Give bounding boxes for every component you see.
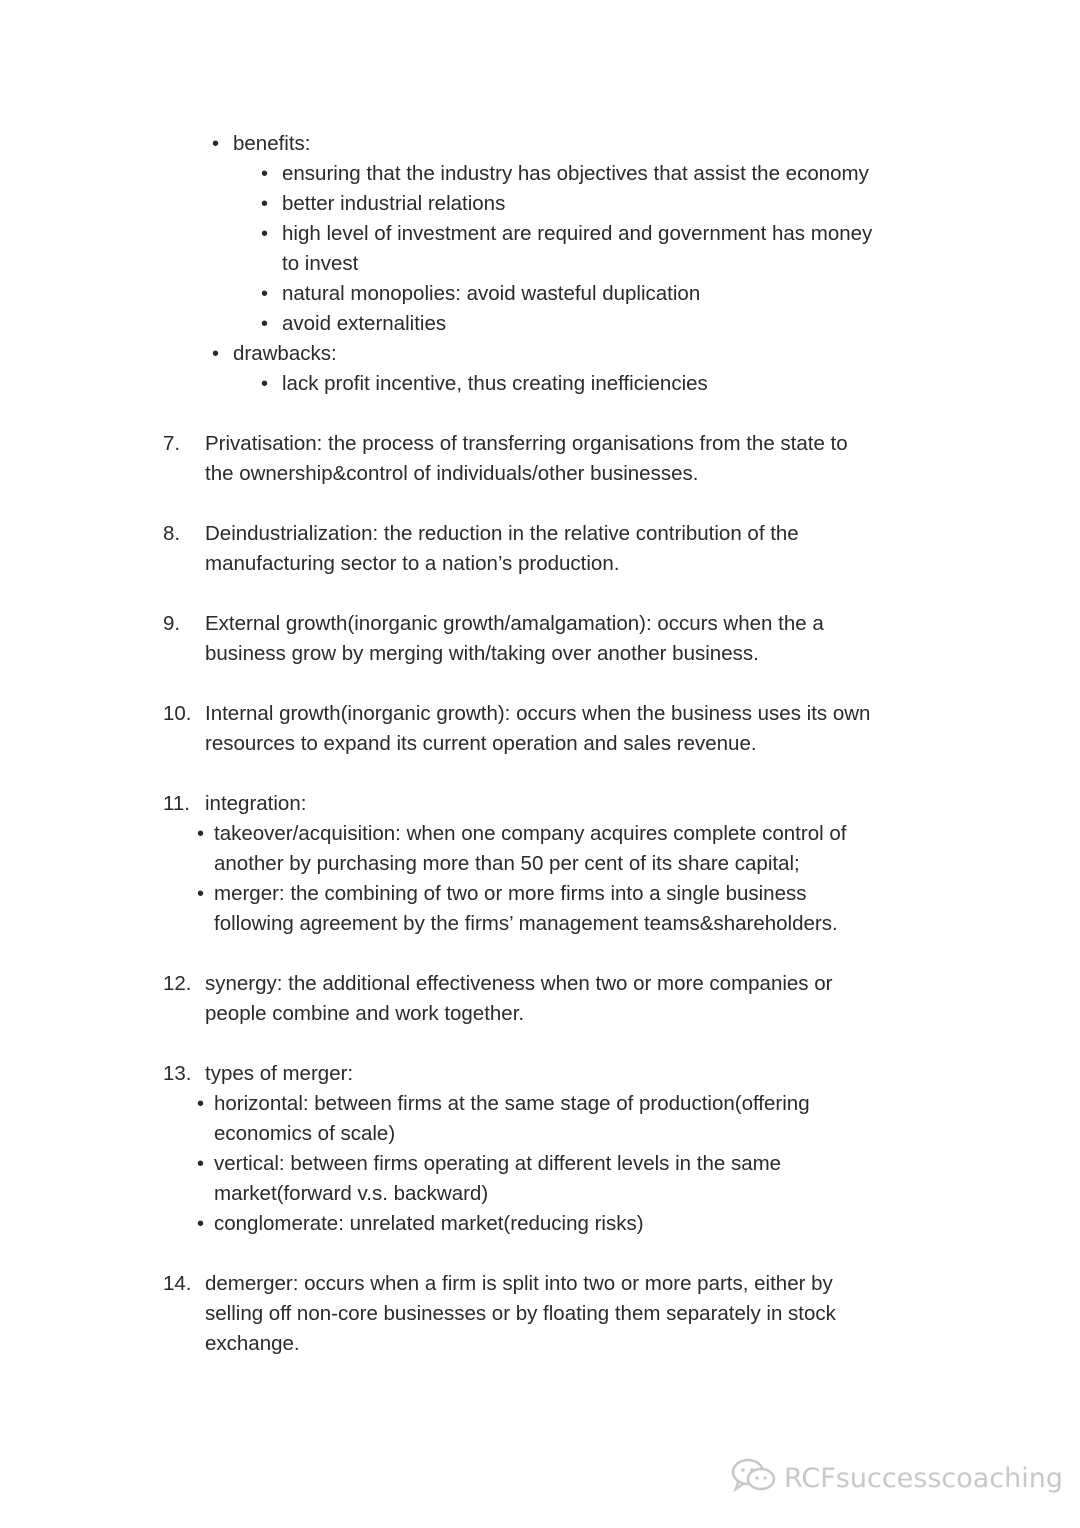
item-number: 7.	[163, 432, 181, 455]
item-text: business grow by merging with/taking over another business.	[205, 642, 759, 665]
bullet-icon: •	[261, 313, 269, 335]
item-text: demerger: occurs when a firm is split into two or more parts, either by	[205, 1272, 833, 1295]
wechat-icon	[728, 1455, 778, 1502]
drawbacks-heading: drawbacks:	[233, 342, 337, 365]
bullet-icon: •	[261, 283, 269, 305]
drawback-item: lack profit incentive, thus creating inefficiencies	[282, 372, 708, 395]
benefit-item: better industrial relations	[282, 192, 506, 215]
bullet-icon: •	[212, 343, 220, 365]
item-text: resources to expand its current operation and sales revenue.	[205, 732, 757, 755]
item-text: Internal growth(inorganic growth): occurs when the business uses its own	[205, 702, 871, 725]
bullet-icon: •	[261, 163, 269, 185]
sub-item-text: another by purchasing more than 50 per cent of its share capital;	[214, 852, 800, 875]
item-text: the ownership&control of individuals/other businesses.	[205, 462, 699, 485]
watermark	[728, 1458, 1063, 1498]
item-number: 11.	[163, 792, 190, 815]
sub-item-text: economics of scale)	[214, 1122, 396, 1145]
bullet-icon: •	[212, 133, 220, 155]
benefit-item: avoid externalities	[282, 312, 447, 335]
item-text: External growth(inorganic growth/amalgamation): occurs when the a	[205, 612, 824, 635]
item-text: integration:	[205, 792, 307, 815]
bullet-icon: •	[261, 193, 269, 215]
item-text: types of merger:	[205, 1062, 354, 1085]
item-text: people combine and work together.	[205, 1002, 525, 1025]
item-text: synergy: the additional effectiveness when two or more companies or	[205, 972, 833, 995]
bullet-icon: •	[197, 1213, 205, 1235]
bullet-icon: •	[261, 373, 269, 395]
sub-item-text: market(forward v.s. backward)	[214, 1182, 489, 1205]
item-number: 8.	[163, 522, 181, 545]
item-number: 10.	[163, 702, 192, 725]
sub-item-text: vertical: between firms operating at different levels in the same	[214, 1152, 782, 1175]
item-text: exchange.	[205, 1332, 300, 1355]
item-number: 13.	[163, 1062, 192, 1085]
benefit-item: natural monopolies: avoid wasteful duplication	[282, 282, 701, 305]
benefit-item: to invest	[282, 252, 359, 275]
bullet-icon: •	[261, 223, 269, 245]
item-text: Privatisation: the process of transferring organisations from the state to	[205, 432, 848, 455]
bullet-icon: •	[197, 1153, 205, 1175]
item-text: Deindustrialization: the reduction in the relative contribution of the	[205, 522, 799, 545]
bullet-icon: •	[197, 1093, 205, 1115]
watermark-text: RCFsuccesscoaching	[784, 1462, 1064, 1494]
item-text: manufacturing sector to a nation’s production.	[205, 552, 620, 575]
item-number: 9.	[163, 612, 181, 635]
item-text: selling off non-core businesses or by floating them separately in stock	[205, 1302, 836, 1325]
item-number: 14.	[163, 1272, 192, 1295]
sub-item-text: following agreement by the firms’ management teams&shareholders.	[214, 912, 838, 935]
benefit-item: ensuring that the industry has objectives that assist the economy	[282, 162, 869, 185]
sub-item-text: takeover/acquisition: when one company acquires complete control of	[214, 822, 847, 845]
sub-item-text: horizontal: between firms at the same stage of production(offering	[214, 1092, 810, 1115]
benefits-heading: benefits:	[233, 132, 311, 155]
benefit-item: high level of investment are required and government has money	[282, 222, 873, 245]
bullet-icon: •	[197, 883, 205, 905]
item-number: 12.	[163, 972, 192, 995]
sub-item-text: conglomerate: unrelated market(reducing risks)	[214, 1212, 644, 1235]
sub-item-text: merger: the combining of two or more firms into a single business	[214, 882, 807, 905]
bullet-icon: •	[197, 823, 205, 845]
